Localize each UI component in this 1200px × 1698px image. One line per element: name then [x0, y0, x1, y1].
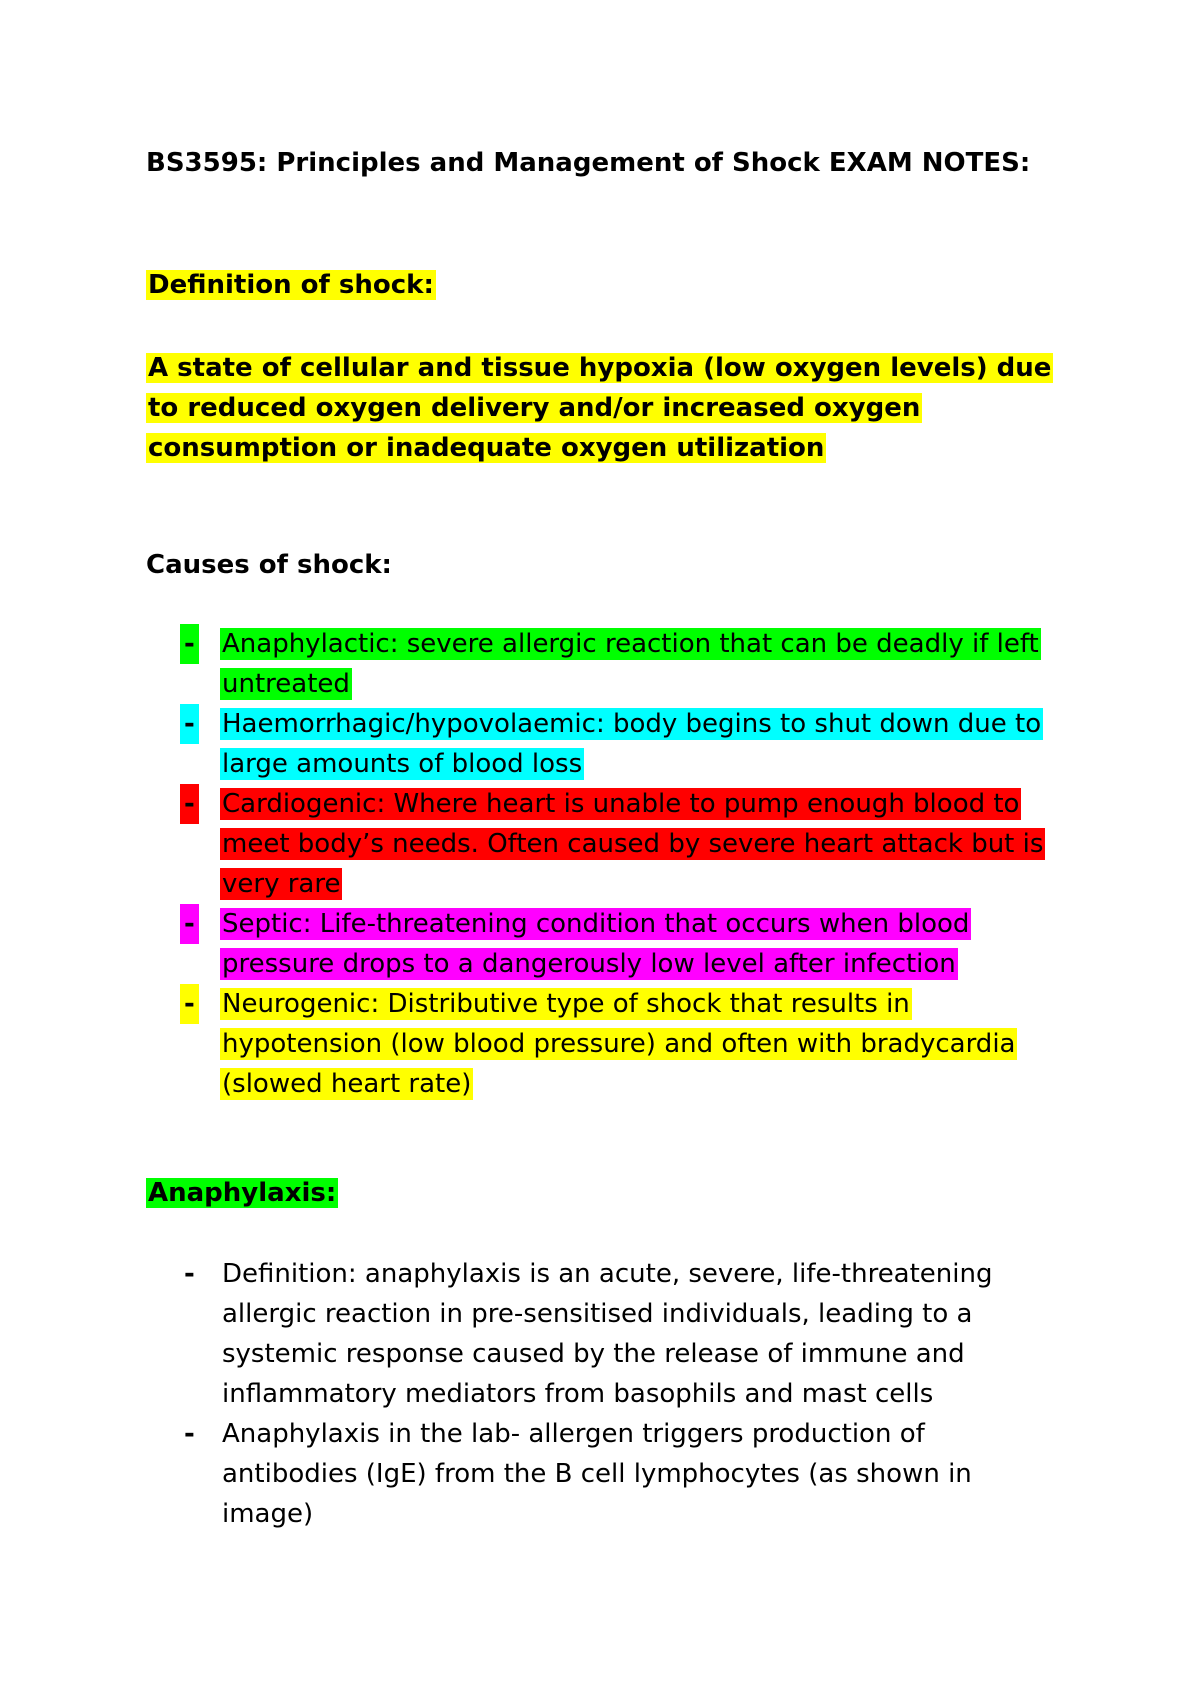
- causes-list: [146, 624, 1066, 1104]
- cause-text-neurogenic: Neurogenic: Distributive type of shock that results in hypotension (low blood pressure) and often with bradycardia (slowed heart rate): [222, 989, 1016, 1099]
- bullet-marker: -: [180, 784, 199, 824]
- cause-text-anaphylactic: Anaphylactic: severe allergic reaction that can be deadly if left untreated: [222, 629, 1039, 699]
- list-item-haemorrhagic: [146, 704, 1066, 784]
- bullet-marker: -: [180, 624, 199, 664]
- bullet-marker: -: [184, 1419, 195, 1449]
- bullet-marker: -: [180, 904, 199, 944]
- definition-heading: [146, 270, 436, 300]
- cause-text-cardiogenic: Cardiogenic: Where heart is unable to pump enough blood to meet body’s needs. Often caused by severe heart attack but is very rare: [222, 789, 1044, 899]
- cause-text-haemorrhagic: Haemorrhagic/hypovolaemic: body begins to shut down due to large amounts of blood loss: [222, 709, 1042, 779]
- definition-text: A state of cellular and tissue hypoxia (low oxygen levels) due to reduced oxygen delivery and/or increased oxygen consumption or inadequate oxygen utilization: [148, 353, 1052, 463]
- list-item-anaphylactic: [146, 624, 1066, 704]
- list-item-neurogenic: [146, 984, 1066, 1104]
- list-item-lab: [146, 1414, 1066, 1534]
- list-item-cardiogenic: [146, 784, 1066, 904]
- definition-heading-text: Definition of shock:: [148, 270, 434, 300]
- anaphylaxis-heading-text: Anaphylaxis:: [148, 1178, 337, 1208]
- bullet-marker: -: [180, 704, 199, 744]
- bullet-marker: -: [180, 984, 199, 1024]
- list-item-septic: [146, 904, 1066, 984]
- anaphylaxis-heading: [146, 1178, 338, 1208]
- list-item-definition: [146, 1254, 1066, 1414]
- anaphylaxis-lab-text: Anaphylaxis in the lab- allergen triggers production of antibodies (IgE) from the B cell lymphocytes (as shown in image): [222, 1419, 972, 1529]
- cause-text-septic: Septic: Life-threatening condition that occurs when blood pressure drops to a dangerously low level after infection: [222, 909, 970, 979]
- definition-text-block: [146, 348, 1066, 468]
- bullet-marker: -: [184, 1259, 195, 1289]
- document-title: BS3595: Principles and Management of Shock EXAM NOTES:: [146, 148, 1031, 178]
- anaphylaxis-list: [146, 1254, 1066, 1534]
- causes-heading: Causes of shock:: [146, 550, 392, 580]
- anaphylaxis-definition-text: Definition: anaphylaxis is an acute, severe, life-threatening allergic reaction in pre-sensitised individuals, leading to a systemic response caused by the release of immune and inflammatory mediators from basophils and mast cells: [222, 1259, 993, 1409]
